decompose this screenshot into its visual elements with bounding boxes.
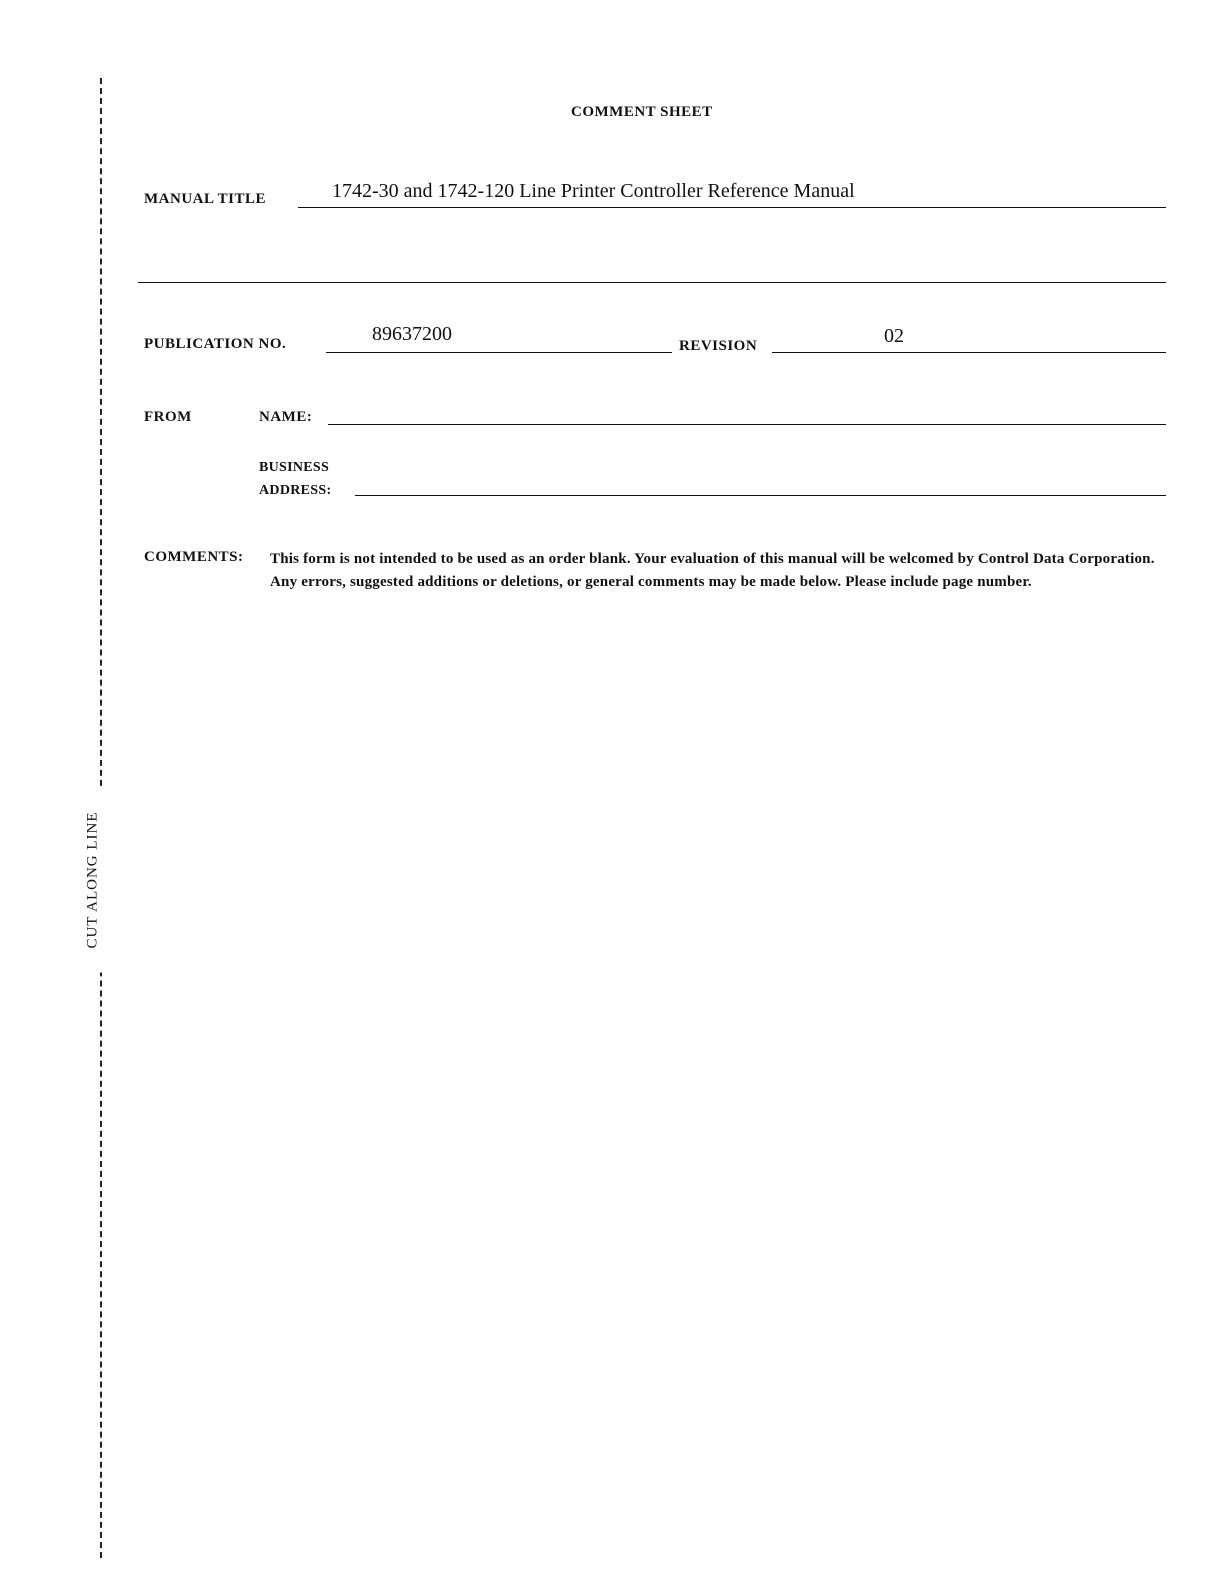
comments-label: COMMENTS: — [144, 549, 244, 565]
business-label: BUSINESS — [259, 460, 330, 475]
revision-value: 02 — [884, 325, 904, 347]
manual-title-second-line — [138, 282, 1166, 283]
manual-title-value: 1742-30 and 1742-120 Line Printer Controller Reference Manual — [332, 180, 855, 202]
manual-title-label: MANUAL TITLE — [144, 191, 267, 207]
cut-along-line-label: CUT ALONG LINE — [85, 788, 105, 973]
from-label: FROM — [144, 409, 192, 425]
name-label: NAME: — [259, 409, 313, 425]
manual-title-line — [298, 207, 1166, 208]
business-address-line — [355, 495, 1166, 496]
publication-number-label: PUBLICATION NO. — [144, 336, 287, 352]
publication-number-value: 89637200 — [372, 323, 452, 345]
name-line — [328, 424, 1166, 425]
page-title: COMMENT SHEET — [571, 104, 713, 120]
comments-text: This form is not intended to be used as an order blank. Your evaluation of this manual will be welcomed by Control Data Corporation. Any errors, suggested additions or deletions, or general comments may be made below. Please include page number. — [270, 551, 1155, 590]
address-label: ADDRESS: — [259, 483, 332, 498]
publication-number-line — [326, 352, 672, 353]
revision-label: REVISION — [679, 338, 758, 354]
revision-line — [772, 352, 1166, 353]
